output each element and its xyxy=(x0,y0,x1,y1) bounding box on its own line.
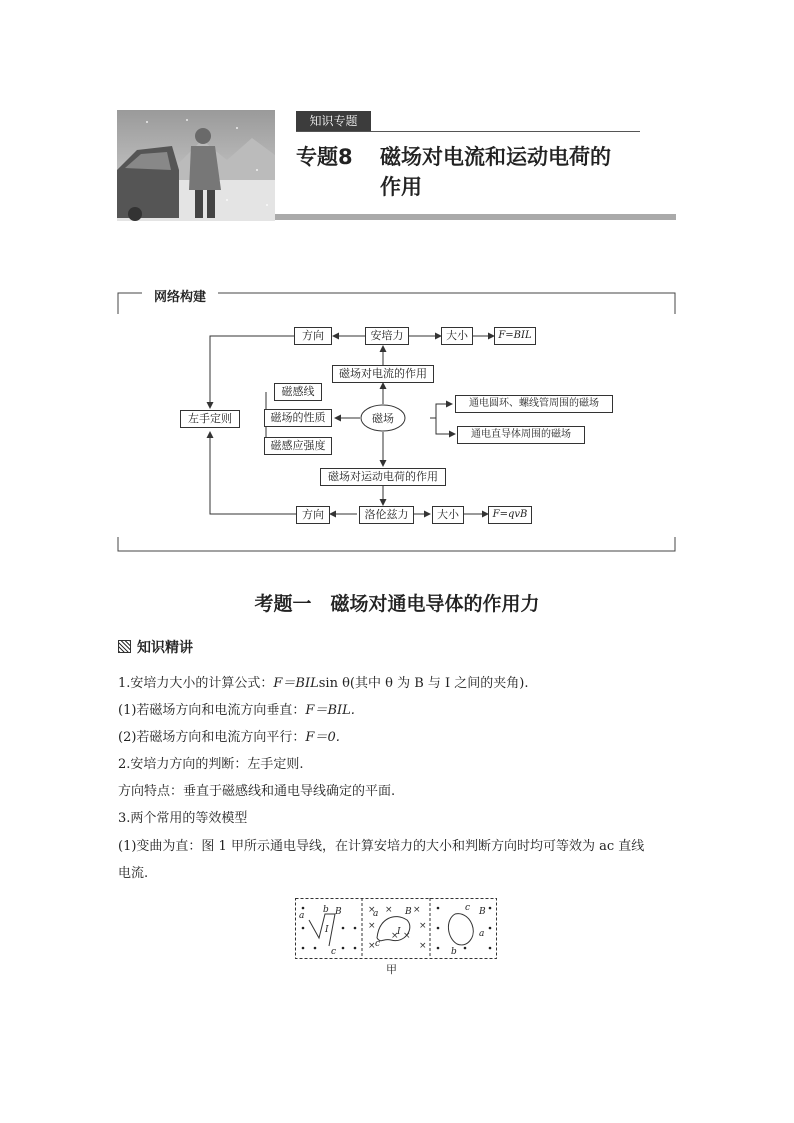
title-line-2: 作用 xyxy=(380,175,422,199)
label-a-1: a xyxy=(299,911,305,921)
paragraph-2: (1)若磁场方向和电流方向垂直：F＝BIL. xyxy=(118,703,355,718)
node-field-properties: 磁场的性质 xyxy=(264,409,332,427)
svg-text:×: × xyxy=(419,941,427,951)
paragraph-6: 3.两个常用的等效模型 xyxy=(118,811,248,826)
section-title: 考题一 磁场对通电导体的作用力 xyxy=(254,593,540,615)
node-bottom-direction: 方向 xyxy=(296,506,330,524)
knowledge-heading xyxy=(118,637,193,657)
paragraph-7-line-2: 电流. xyxy=(118,866,149,881)
label-a-2: a xyxy=(373,909,379,919)
node-left-hand-rule: 左手定则 xyxy=(180,410,240,428)
node-effect-on-current: 磁场对电流的作用 xyxy=(332,365,434,383)
paragraph-5: 方向特点：垂直于磁感线和通电导线确定的平面. xyxy=(118,784,396,799)
label-c-2: c xyxy=(375,939,381,949)
paragraph-7-line-1: (1)变曲为直：图 1 甲所示通电导线，在计算安培力的大小和判断方向时均可等效为 ac 直线 xyxy=(118,839,645,854)
paragraph-1: 1.安培力大小的计算公式：F＝BILsin θ(其中 θ 为 B 与 I 之间的夹角). xyxy=(118,676,529,691)
label-c-1: c xyxy=(331,947,337,957)
label-B-2: B xyxy=(405,907,412,917)
svg-text:×: × xyxy=(391,931,399,941)
node-straight-wire-field: 通电直导体周围的磁场 xyxy=(457,426,585,444)
label-B-3: B xyxy=(479,907,486,917)
svg-text:×: × xyxy=(419,921,427,931)
figure-caption: 甲 xyxy=(386,963,397,976)
svg-text:×: × xyxy=(368,905,376,915)
figure-equivalent-wire xyxy=(295,898,497,960)
label-I-1: I xyxy=(325,925,329,935)
node-ampere-force: 安培力 xyxy=(365,327,409,345)
node-top-direction: 方向 xyxy=(294,327,332,345)
label-b-3: b xyxy=(451,947,457,957)
node-effect-on-charge: 磁场对运动电荷的作用 xyxy=(320,468,446,486)
node-top-magnitude: 大小 xyxy=(441,327,473,345)
topic-tag: 知识专题 xyxy=(296,111,371,131)
svg-text:×: × xyxy=(368,941,376,951)
knowledge-heading-text: 知识精讲 xyxy=(137,640,193,656)
node-lorentz-force: 洛伦兹力 xyxy=(359,506,414,524)
label-c-3: c xyxy=(465,903,471,913)
node-field-strength: 磁感应强度 xyxy=(264,437,332,455)
title-line-1: 磁场对电流和运动电荷的 xyxy=(380,145,611,169)
node-ampere-formula: F=BIL xyxy=(494,327,536,345)
svg-text:×: × xyxy=(385,905,393,915)
label-I-2: I xyxy=(397,927,401,937)
title-number: 专题8 xyxy=(296,145,353,169)
label-B-1: B xyxy=(335,907,342,917)
paragraph-4: 2.安培力方向的判断：左手定则. xyxy=(118,757,304,772)
label-a-3: a xyxy=(479,929,485,939)
svg-text:×: × xyxy=(368,921,376,931)
node-bottom-magnitude: 大小 xyxy=(432,506,464,524)
svg-text:×: × xyxy=(403,931,411,941)
node-field-lines: 磁感线 xyxy=(274,383,322,401)
node-ring-solenoid-field: 通电圆环、螺线管周围的磁场 xyxy=(455,395,613,413)
svg-text:×: × xyxy=(413,905,421,915)
node-field: 磁场 xyxy=(372,412,394,425)
label-b-1: b xyxy=(323,905,329,915)
node-lorentz-formula: F=qvB xyxy=(488,506,532,524)
concept-map-legend: 网络构建 xyxy=(150,286,210,305)
paragraph-3: (2)若磁场方向和电流方向平行：F＝0. xyxy=(118,730,340,745)
square-bullet-icon xyxy=(118,640,131,653)
